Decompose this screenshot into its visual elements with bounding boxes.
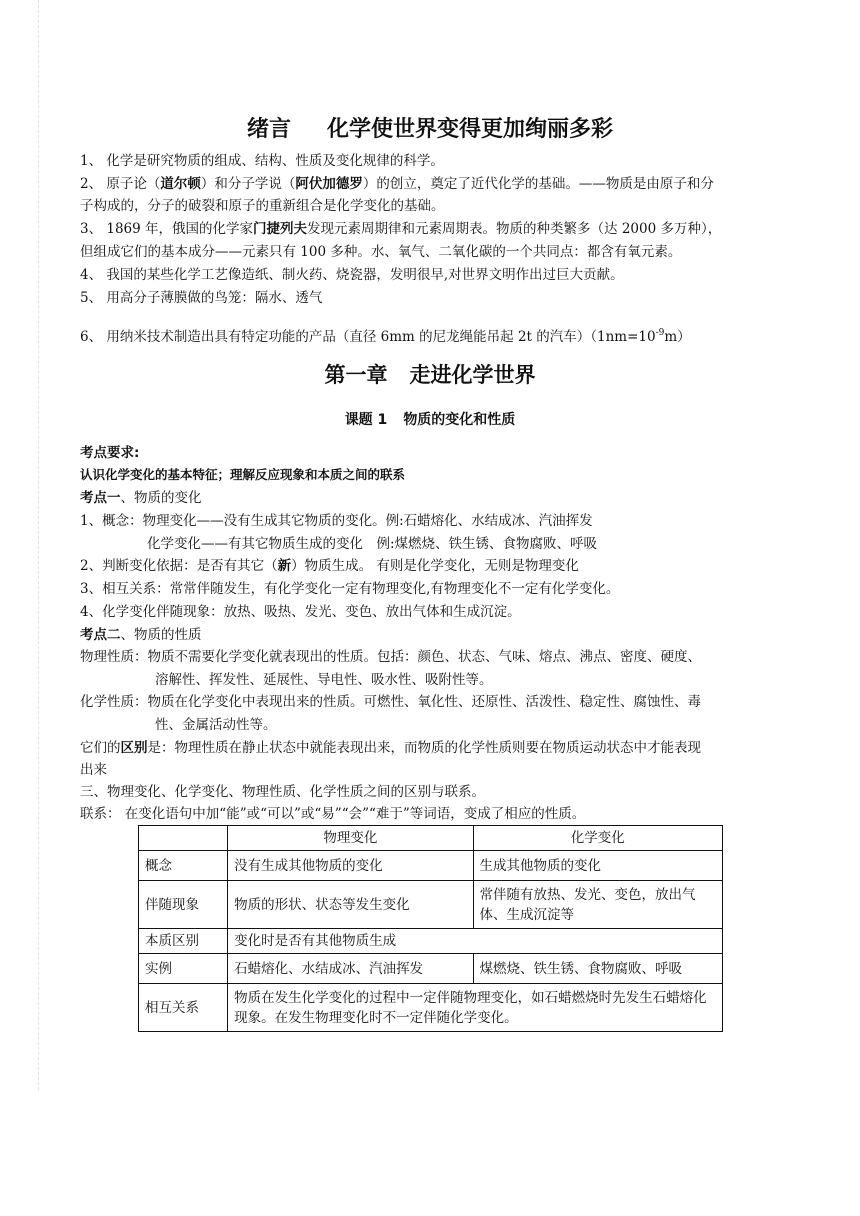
intro-item-6 xyxy=(80,322,785,348)
difference-line-1 xyxy=(80,737,785,759)
intro-item-2 xyxy=(80,173,785,195)
table-cell: 生成其他物质的变化 xyxy=(473,851,722,881)
intro-item-6-pre: 6、 用纳米技术制造出具有特定功能的产品（直径 6mm 的尼龙绳能吊起 2t 的汽车）（1nm=10 xyxy=(80,329,656,345)
point-2-rest: 、物质的性质 xyxy=(120,627,202,643)
difference-pre: 它们的 xyxy=(80,740,121,756)
intro-item-6-post: m） xyxy=(664,329,691,345)
comparison-table xyxy=(138,825,723,1032)
intro-item-2-mid: ）和分子学说（ xyxy=(200,176,296,192)
requirements-heading: 考点要求: xyxy=(80,445,140,461)
intro-item-3-bold: 门捷列夫 xyxy=(253,221,308,237)
intro-item-2-bold-2: 阿伏加德罗 xyxy=(295,176,363,192)
point-1-line-4: 3、相互关系：常常伴随发生，有化学变化一定有物理变化,有物理变化不一定有化学变化。 xyxy=(80,581,620,597)
point-1-line-3-post: ）物质生成。 有则是化学变化，无则是物理变化 xyxy=(291,558,579,574)
table-cell: 常伴随有放热、发光、变色，放出气体、生成沉淀等 xyxy=(473,881,722,929)
intro-item-5: 5、 用高分子薄膜做的鸟笼：隔水、透气 xyxy=(80,290,323,306)
lesson-title xyxy=(0,409,860,429)
point-1-line-3-bold: 新 xyxy=(277,558,292,574)
table-header-physical: 物理变化 xyxy=(228,826,473,851)
point-1-heading xyxy=(80,487,785,509)
table-row xyxy=(139,929,723,954)
table-cell: 物质的形状、状态等发生变化 xyxy=(228,881,473,929)
intro-item-1: 1、 化学是研究物质的组成、结构、性质及变化规律的科学。 xyxy=(80,153,444,169)
difference-bold: 区别 xyxy=(120,740,148,756)
table-header-chemical: 化学变化 xyxy=(473,826,722,851)
table-row-label: 相互关系 xyxy=(139,984,228,1032)
chemical-property-line-2: 性、金属活动性等。 xyxy=(155,717,277,733)
table-row-label: 概念 xyxy=(139,851,228,881)
intro-title-b: 化学使世界变得更加绚丽多彩 xyxy=(327,117,614,142)
table-row-label: 伴随现象 xyxy=(139,881,228,929)
intro-item-4: 4、 我国的某些化学工艺像造纸、制火药、烧瓷器，发明很早,对世界文明作出过巨大贡献。 xyxy=(80,267,624,283)
chemical-property-line-1: 化学性质：物质在化学变化中表现出来的性质。可燃性、氧化性、还原性、活泼性、稳定性、腐蚀性、毒 xyxy=(80,694,701,710)
table-row-label: 实例 xyxy=(139,954,228,984)
point-1-line-5: 4、化学变化伴随现象：放热、吸热、发光、变色、放出气体和生成沉淀。 xyxy=(80,604,521,620)
intro-item-3-cont: 但组成它们的基本成分——元素只有 100 多种。水、氧气、二氧化碳的一个共同点：都含有氧元素。 xyxy=(80,244,682,260)
point-1-line-1: 1、概念：物理变化——没有生成其它物质的变化。例:石蜡熔化、水结成冰、汽油挥发 xyxy=(80,513,593,529)
requirements-text: 认识化学变化的基本特征；理解反应现象和本质之间的联系 xyxy=(80,467,406,482)
intro-item-2-cont: 子构成的，分子的破裂和原子的重新组合是化学变化的基础。 xyxy=(80,198,445,214)
physical-property-line-1: 物理性质：物质不需要化学变化就表现出的性质。包括：颜色、状态、气味、熔点、沸点、密度、硬度、 xyxy=(80,649,701,665)
intro-item-3-pre: 3、 1869 年，俄国的化学家 xyxy=(80,221,254,237)
point-2-heading xyxy=(80,624,785,646)
table-cell: 煤燃烧、铁生锈、食物腐败、呼吸 xyxy=(473,954,722,984)
point-2-bold: 考点二 xyxy=(80,627,121,643)
intro-title-a: 绪言 xyxy=(246,117,291,142)
difference-line-2: 出来 xyxy=(80,762,107,778)
table-cell: 物质在发生化学变化的过程中一定伴随物理变化，如石蜡燃烧时先发生石蜡熔化现象。在发生物理变化时不一定伴随化学变化。 xyxy=(228,984,723,1032)
table-row xyxy=(139,826,723,851)
table-cell-corner xyxy=(139,826,228,851)
intro-item-6-sup: -9 xyxy=(655,328,665,338)
intro-item-2-post: ）的创立，奠定了近代化学的基础。——物质是由原子和分 xyxy=(362,176,714,192)
point-1-bold: 考点一 xyxy=(80,490,121,506)
intro-item-3 xyxy=(80,218,785,240)
lesson-title-b: 物质的变化和性质 xyxy=(403,412,516,428)
table-row xyxy=(139,984,723,1032)
table-row xyxy=(139,954,723,984)
page-margin-guide xyxy=(38,0,39,1090)
intro-title xyxy=(0,112,860,143)
table-cell: 石蜡熔化、水结成冰、汽油挥发 xyxy=(228,954,473,984)
table-row xyxy=(139,851,723,881)
chapter-title-b: 走进化学世界 xyxy=(409,363,536,387)
point-1-line-2: 化学变化——有其它物质生成的变化 例:煤燃烧、铁生锈、食物腐败、呼吸 xyxy=(147,536,598,552)
difference-post: 是：物理性质在静止状态中就能表现出来，而物质的化学性质则要在物质运动状态中才能表现 xyxy=(147,740,701,756)
table-cell: 变化时是否有其他物质生成 xyxy=(228,929,723,954)
table-cell: 没有生成其他物质的变化 xyxy=(228,851,473,881)
chapter-title xyxy=(0,359,860,389)
point-1-line-3 xyxy=(80,555,785,577)
table-row-label: 本质区别 xyxy=(139,929,228,954)
table-row xyxy=(139,881,723,929)
chapter-title-a: 第一章 xyxy=(324,363,388,387)
lesson-title-a: 课题 1 xyxy=(344,412,388,428)
link-line: 联系： 在变化语句中加“能”或“可以”或“易”“会”“难于”等词语，变成了相应的性质。 xyxy=(80,806,586,822)
intro-item-2-bold-1: 道尔顿 xyxy=(160,176,201,192)
point-1-rest: 、物质的变化 xyxy=(120,490,202,506)
section-three-heading: 三、物理变化、化学变化、物理性质、化学性质之间的区别与联系。 xyxy=(80,784,485,800)
intro-item-2-pre: 2、 原子论（ xyxy=(80,176,161,192)
physical-property-line-2: 溶解性、挥发性、延展性、导电性、吸水性、吸附性等。 xyxy=(155,672,493,688)
point-1-line-3-pre: 2、判断变化依据：是否有其它（ xyxy=(80,558,278,574)
intro-item-3-post: 发现元素周期律和元素周期表。物质的种类繁多（达 2000 多万种）， xyxy=(307,221,722,237)
